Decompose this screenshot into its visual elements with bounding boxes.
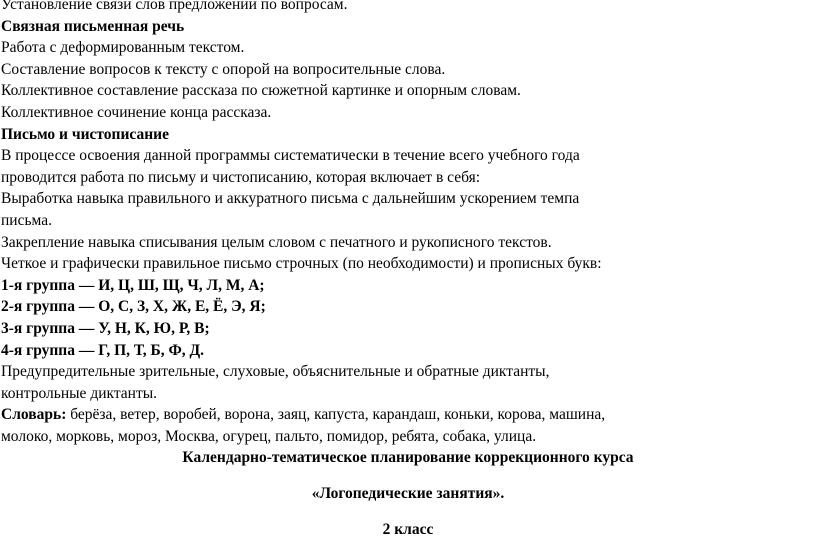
text-line: проводится работа по письму и чистописанию, которая включает в себя: [1, 168, 481, 186]
text-line: Выработка навыка правильного и аккуратного письма с дальнейшим ускорением темпа [1, 190, 580, 208]
text-line: Составление вопросов к тексту с опорой на вопросительные слова. [1, 60, 446, 78]
text-line: Работа с деформированным текстом. [1, 39, 245, 57]
text-line: Коллективное сочинение конца рассказа. [1, 103, 272, 121]
text-line: Четкое и графически правильное письмо строчных (по необходимости) и прописных букв: [1, 255, 602, 273]
grade-label: 2 класс [382, 520, 434, 538]
text-line: В процессе освоения данной программы систематически в течение всего учебного года [1, 147, 580, 165]
section-heading-penmanship: Письмо и чистописание [1, 125, 169, 143]
vocabulary-label: Словарь: [1, 406, 67, 424]
course-name: «Логопедические занятия». [311, 485, 505, 503]
letter-group-1: 1-я группа — И, Ц, Ш, Щ, Ч, Л, М, А; [1, 276, 265, 294]
letter-group-3: 3-я группа — У, Н, К, Ю, Р, В; [1, 319, 210, 337]
vocabulary-line [0, 404, 816, 426]
spacer [0, 505, 816, 519]
text-line: письма. [1, 211, 52, 229]
vocabulary-words: берёза, ветер, воробей, ворона, заяц, капуста, карандаш, коньки, корова, машина, [66, 406, 606, 424]
plan-title: Календарно-тематическое планирование коррекционного курса [182, 449, 634, 467]
text-line: Установление связи слов предложении по вопросам. [1, 0, 348, 13]
text-line: Закрепление навыка списывания целым словом с печатного и рукописного текстов. [1, 233, 552, 251]
letter-group-2: 2-я группа — О, С, З, Х, Ж, Е, Ё, Э, Я; [1, 298, 266, 316]
text-line: Коллективное составление рассказа по сюжетной картинке и опорным словам. [1, 82, 521, 100]
vocabulary-words-continued: молоко, морковь, мороз, Москва, огурец, пальто, помидор, ребята, собака, улица. [1, 427, 537, 445]
section-heading-written-speech: Связная письменная речь [1, 17, 185, 35]
text-line: контрольные диктанты. [1, 384, 158, 402]
spacer [0, 469, 816, 483]
text-line: Предупредительные зрительные, слуховые, объяснительные и обратные диктанты, [1, 363, 550, 381]
letter-group-4: 4-я группа — Г, П, Т, Б, Ф, Д. [1, 341, 205, 359]
